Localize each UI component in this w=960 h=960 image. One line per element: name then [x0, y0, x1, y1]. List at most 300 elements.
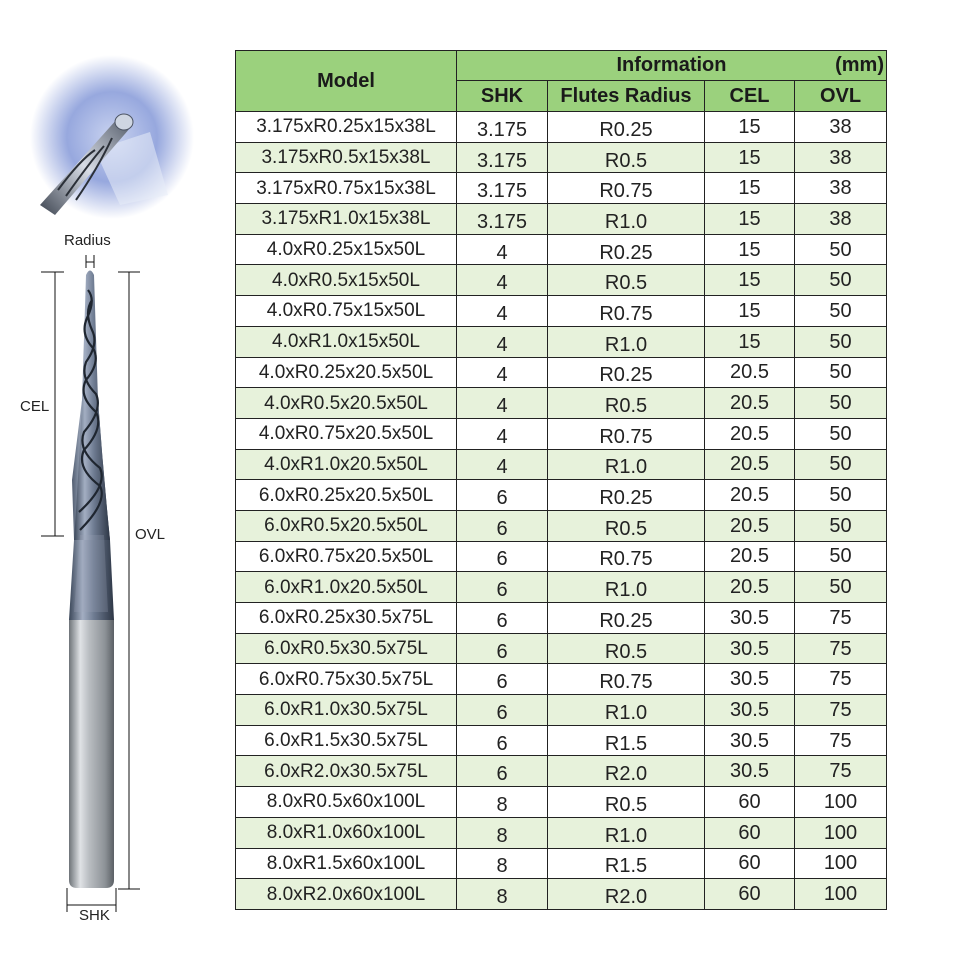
cell-flutes-radius [548, 234, 705, 265]
cell-ovl-text: 50 [829, 484, 852, 507]
cell-cel [705, 388, 795, 419]
cell-shk [457, 848, 548, 879]
cell-shk [457, 449, 548, 480]
table-row [236, 326, 887, 357]
header-information-label: Information [616, 54, 727, 76]
cell-shk-text: 4 [496, 395, 508, 418]
cell-shk [457, 326, 548, 357]
cell-model [236, 572, 457, 603]
cell-flutes-radius [548, 296, 705, 327]
header-shk: SHK [457, 81, 548, 112]
cell-ovl [795, 204, 887, 235]
cell-ovl [795, 142, 887, 173]
cell-ovl [795, 633, 887, 664]
table-row [236, 112, 887, 143]
ovl-label: OVL [135, 526, 166, 543]
cell-ovl [795, 388, 887, 419]
cell-ovl-text: 75 [829, 637, 852, 660]
cell-model-text: 6.0xR0.75x20.5x50L [258, 545, 434, 567]
cell-ovl-text: 50 [829, 269, 852, 292]
cell-flutes-radius [548, 112, 705, 143]
cell-cel [705, 234, 795, 265]
cell-ovl [795, 787, 887, 818]
cell-ovl-text: 50 [829, 392, 852, 415]
cell-model [236, 204, 457, 235]
cell-flutes-radius [548, 388, 705, 419]
cell-ovl [795, 296, 887, 327]
cell-shk-text: 4 [496, 425, 508, 448]
cell-cel-text: 60 [738, 790, 761, 813]
header-information [457, 51, 887, 81]
table-row [236, 204, 887, 235]
cell-flutes-radius-text: R0.25 [599, 118, 653, 141]
cel-label: CEL [20, 398, 50, 415]
cell-flutes-radius-text: R0.5 [604, 395, 648, 418]
cell-shk-text: 4 [496, 333, 508, 356]
cell-flutes-radius [548, 603, 705, 634]
cell-model [236, 326, 457, 357]
cell-model-text: 8.0xR1.5x60x100L [266, 852, 426, 874]
cell-cel [705, 265, 795, 296]
cell-model [236, 112, 457, 143]
table-row [236, 296, 887, 327]
cell-model [236, 296, 457, 327]
cell-shk-text: 6 [496, 609, 508, 632]
cell-model [236, 142, 457, 173]
cell-cel [705, 572, 795, 603]
cell-cel-text: 20.5 [730, 422, 769, 445]
cell-flutes-radius [548, 787, 705, 818]
cell-shk [457, 265, 548, 296]
cell-flutes-radius [548, 725, 705, 756]
cell-cel [705, 510, 795, 541]
cell-cel [705, 449, 795, 480]
cell-cel-text: 30.5 [730, 668, 769, 691]
table-row [236, 449, 887, 480]
cell-model [236, 603, 457, 634]
table-row [236, 725, 887, 756]
cell-shk-text: 4 [496, 456, 508, 479]
cell-ovl-text: 38 [829, 115, 852, 138]
cell-ovl-text: 38 [829, 177, 852, 200]
cell-ovl-text: 100 [823, 883, 858, 906]
cell-flutes-radius [548, 173, 705, 204]
cell-ovl-text: 50 [829, 576, 852, 599]
cell-flutes-radius [548, 204, 705, 235]
ovl-dimension [118, 272, 140, 889]
cell-model-text: 4.0xR0.75x20.5x50L [258, 423, 434, 445]
cell-ovl-text: 75 [829, 668, 852, 691]
cell-shk-text: 8 [496, 793, 508, 816]
cell-shk [457, 418, 548, 449]
cell-model-text: 4.0xR0.5x20.5x50L [264, 392, 428, 414]
table-row [236, 480, 887, 511]
cell-flutes-radius-text: R0.75 [599, 302, 653, 325]
cell-shk [457, 817, 548, 848]
cell-shk [457, 142, 548, 173]
cell-ovl-text: 50 [829, 361, 852, 384]
cell-model-text: 6.0xR0.75x30.5x75L [258, 668, 434, 690]
cell-flutes-radius [548, 756, 705, 787]
cell-model-text: 6.0xR0.25x20.5x50L [258, 484, 434, 506]
cell-flutes-radius-text: R1.5 [604, 855, 648, 878]
table-row [236, 879, 887, 910]
cell-model-text: 8.0xR0.5x60x100L [266, 791, 426, 813]
cell-model-text: 6.0xR1.5x30.5x75L [264, 730, 428, 752]
cell-shk-text: 3.175 [476, 210, 528, 233]
cell-model-text: 4.0xR0.5x15x50L [272, 269, 420, 291]
cell-shk [457, 388, 548, 419]
cell-ovl [795, 510, 887, 541]
cell-model-text: 3.175xR0.5x15x38L [261, 147, 431, 169]
cell-flutes-radius [548, 633, 705, 664]
cell-model-text: 4.0xR0.75x15x50L [266, 300, 426, 322]
cell-model-text: 6.0xR0.5x30.5x75L [264, 638, 428, 660]
cell-model-text: 8.0xR2.0x60x100L [266, 883, 426, 905]
cell-flutes-radius [548, 480, 705, 511]
cell-shk [457, 664, 548, 695]
cell-model [236, 449, 457, 480]
table-row [236, 664, 887, 695]
cell-cel-text: 30.5 [730, 637, 769, 660]
cell-flutes-radius [548, 817, 705, 848]
cell-cel-text: 15 [738, 146, 761, 169]
cell-cel-text: 15 [738, 177, 761, 200]
cell-shk-text: 6 [496, 732, 508, 755]
cell-cel-text: 30.5 [730, 698, 769, 721]
cell-cel-text: 60 [738, 852, 761, 875]
spec-table [235, 50, 887, 910]
cell-cel [705, 725, 795, 756]
table-row [236, 510, 887, 541]
cell-ovl [795, 418, 887, 449]
cell-cel-text: 20.5 [730, 392, 769, 415]
cell-model [236, 234, 457, 265]
cell-model [236, 418, 457, 449]
cell-flutes-radius [548, 449, 705, 480]
cell-flutes-radius [548, 326, 705, 357]
cell-cel-text: 15 [738, 115, 761, 138]
cell-cel-text: 60 [738, 883, 761, 906]
spec-table-body [236, 112, 887, 910]
cell-flutes-radius [548, 879, 705, 910]
cell-model-text: 8.0xR1.0x60x100L [266, 822, 426, 844]
cell-ovl-text: 100 [823, 821, 858, 844]
cell-cel [705, 204, 795, 235]
cell-shk-text: 6 [496, 487, 508, 510]
header-unit: (mm) [835, 54, 884, 76]
cell-model-text: 3.175xR1.0x15x38L [261, 208, 431, 230]
cell-cel [705, 848, 795, 879]
cell-model-text: 3.175xR0.75x15x38L [256, 177, 436, 199]
cell-cel-text: 20.5 [730, 453, 769, 476]
cell-shk-text: 4 [496, 272, 508, 295]
table-row [236, 388, 887, 419]
cell-flutes-radius [548, 541, 705, 572]
cell-shk-text: 8 [496, 886, 508, 909]
cell-ovl-text: 75 [829, 729, 852, 752]
table-row [236, 234, 887, 265]
cell-ovl [795, 695, 887, 726]
cell-flutes-radius-text: R0.5 [604, 149, 648, 172]
cell-shk-text: 3.175 [476, 180, 528, 203]
table-row [236, 541, 887, 572]
cell-shk-text: 4 [496, 302, 508, 325]
shank [69, 620, 114, 888]
cell-ovl-text: 100 [823, 852, 858, 875]
cell-ovl [795, 756, 887, 787]
cell-ovl [795, 603, 887, 634]
cell-flutes-radius-text: R0.25 [599, 241, 653, 264]
cell-ovl [795, 480, 887, 511]
cell-cel-text: 30.5 [730, 760, 769, 783]
radius-marker [86, 255, 94, 268]
cell-shk [457, 787, 548, 818]
cell-ovl [795, 112, 887, 143]
cell-model [236, 265, 457, 296]
cell-shk [457, 510, 548, 541]
cell-ovl [795, 234, 887, 265]
cell-ovl [795, 572, 887, 603]
table-row [236, 357, 887, 388]
tip-detail-circle [30, 55, 194, 219]
cell-model [236, 787, 457, 818]
radius-label: Radius [64, 232, 111, 249]
cell-model-text: 4.0xR0.25x15x50L [266, 239, 426, 261]
cell-cel [705, 695, 795, 726]
cell-shk [457, 234, 548, 265]
tool-illustration [0, 0, 232, 960]
cell-shk [457, 112, 548, 143]
cell-shk-text: 6 [496, 548, 508, 571]
cell-shk [457, 541, 548, 572]
cell-shk-text: 4 [496, 241, 508, 264]
cell-model [236, 695, 457, 726]
cell-flutes-radius-text: R1.0 [604, 824, 648, 847]
cell-shk [457, 204, 548, 235]
cell-flutes-radius [548, 572, 705, 603]
cell-shk-text: 6 [496, 671, 508, 694]
cell-cel [705, 418, 795, 449]
table-row [236, 848, 887, 879]
table-row [236, 756, 887, 787]
cell-flutes-radius-text: R1.5 [604, 732, 648, 755]
cell-flutes-radius-text: R1.0 [604, 210, 648, 233]
cell-cel-text: 60 [738, 821, 761, 844]
cell-shk [457, 296, 548, 327]
cell-ovl-text: 38 [829, 146, 852, 169]
cell-flutes-radius-text: R1.0 [604, 579, 648, 602]
cell-ovl [795, 265, 887, 296]
cell-flutes-radius-text: R2.0 [604, 886, 648, 909]
cell-model-text: 3.175xR0.25x15x38L [256, 116, 436, 138]
table-row [236, 695, 887, 726]
cell-model-text: 6.0xR0.5x20.5x50L [264, 515, 428, 537]
cell-shk-text: 6 [496, 701, 508, 724]
cell-ovl-text: 50 [829, 330, 852, 353]
cell-shk-text: 3.175 [476, 118, 528, 141]
cell-cel [705, 664, 795, 695]
cell-cel-text: 15 [738, 269, 761, 292]
cell-cel-text: 30.5 [730, 729, 769, 752]
cell-shk [457, 879, 548, 910]
cell-ovl [795, 541, 887, 572]
cell-ovl [795, 173, 887, 204]
cell-cel [705, 296, 795, 327]
cell-cel-text: 15 [738, 207, 761, 230]
cell-ovl-text: 50 [829, 453, 852, 476]
cell-model [236, 357, 457, 388]
table-row [236, 418, 887, 449]
cell-shk-text: 4 [496, 364, 508, 387]
header-flutes-radius: Flutes Radius [548, 81, 705, 112]
cell-flutes-radius-text: R0.75 [599, 548, 653, 571]
cell-cel-text: 15 [738, 299, 761, 322]
cell-flutes-radius [548, 142, 705, 173]
cell-ovl [795, 817, 887, 848]
cell-shk-text: 6 [496, 517, 508, 540]
end-mill-drawing [0, 0, 232, 960]
cell-model [236, 664, 457, 695]
cell-ovl-text: 50 [829, 238, 852, 261]
cell-shk-text: 8 [496, 855, 508, 878]
cell-cel-text: 30.5 [730, 606, 769, 629]
cell-cel-text: 20.5 [730, 545, 769, 568]
cell-ovl-text: 100 [823, 790, 858, 813]
cell-model [236, 633, 457, 664]
table-row [236, 633, 887, 664]
table-row [236, 603, 887, 634]
cell-model-text: 4.0xR0.25x20.5x50L [258, 361, 434, 383]
cell-flutes-radius-text: R1.0 [604, 333, 648, 356]
cell-cel-text: 20.5 [730, 576, 769, 599]
cell-model [236, 879, 457, 910]
cell-model-text: 4.0xR1.0x15x50L [272, 331, 420, 353]
cell-shk [457, 633, 548, 664]
cell-ovl-text: 50 [829, 422, 852, 445]
cell-flutes-radius-text: R0.25 [599, 609, 653, 632]
cell-model-text: 6.0xR1.0x20.5x50L [264, 576, 428, 598]
cell-flutes-radius [548, 664, 705, 695]
cell-ovl-text: 50 [829, 514, 852, 537]
cell-shk [457, 173, 548, 204]
cell-flutes-radius [548, 848, 705, 879]
cell-ovl-text: 50 [829, 299, 852, 322]
cell-ovl [795, 879, 887, 910]
cell-flutes-radius-text: R0.75 [599, 671, 653, 694]
cell-model [236, 173, 457, 204]
cell-shk-text: 8 [496, 824, 508, 847]
cell-flutes-radius [548, 418, 705, 449]
cell-cel-text: 15 [738, 238, 761, 261]
header-model: Model [236, 51, 457, 112]
table-row [236, 142, 887, 173]
cell-model-text: 6.0xR1.0x30.5x75L [264, 699, 428, 721]
cell-flutes-radius-text: R1.0 [604, 701, 648, 724]
cell-cel-text: 15 [738, 330, 761, 353]
cell-cel-text: 20.5 [730, 514, 769, 537]
table-row [236, 572, 887, 603]
cell-shk [457, 725, 548, 756]
cell-ovl [795, 326, 887, 357]
cell-ovl [795, 725, 887, 756]
cell-shk [457, 572, 548, 603]
cell-flutes-radius-text: R0.5 [604, 517, 648, 540]
cell-flutes-radius-text: R0.5 [604, 793, 648, 816]
cell-ovl-text: 75 [829, 760, 852, 783]
header-ovl: OVL [795, 81, 887, 112]
header-cel: CEL [705, 81, 795, 112]
cell-flutes-radius-text: R0.25 [599, 364, 653, 387]
table-row [236, 265, 887, 296]
cell-ovl-text: 75 [829, 698, 852, 721]
cell-cel [705, 112, 795, 143]
cell-cel [705, 787, 795, 818]
cell-ovl [795, 848, 887, 879]
shk-label: SHK [79, 907, 110, 924]
cell-cel [705, 541, 795, 572]
cell-model [236, 817, 457, 848]
cell-ovl [795, 664, 887, 695]
cell-cel [705, 879, 795, 910]
table-row [236, 173, 887, 204]
cell-ovl [795, 357, 887, 388]
cell-flutes-radius-text: R0.75 [599, 180, 653, 203]
cell-cel [705, 603, 795, 634]
cell-model [236, 480, 457, 511]
cell-model-text: 4.0xR1.0x20.5x50L [264, 453, 428, 475]
cell-shk [457, 357, 548, 388]
cell-flutes-radius-text: R1.0 [604, 456, 648, 479]
cell-shk-text: 6 [496, 579, 508, 602]
cell-flutes-radius [548, 357, 705, 388]
cell-cel [705, 142, 795, 173]
cell-model [236, 848, 457, 879]
cell-shk [457, 603, 548, 634]
cell-model [236, 756, 457, 787]
cell-cel [705, 756, 795, 787]
cell-cel [705, 633, 795, 664]
cell-flutes-radius-text: R2.0 [604, 763, 648, 786]
cell-shk-text: 6 [496, 763, 508, 786]
cell-flutes-radius-text: R0.5 [604, 640, 648, 663]
table-row [236, 817, 887, 848]
cell-shk-text: 3.175 [476, 149, 528, 172]
cell-flutes-radius [548, 695, 705, 726]
cell-flutes-radius-text: R0.25 [599, 487, 653, 510]
cell-ovl [795, 449, 887, 480]
cell-ovl-text: 38 [829, 207, 852, 230]
cell-ovl-text: 75 [829, 606, 852, 629]
cell-flutes-radius-text: R0.75 [599, 425, 653, 448]
cell-shk [457, 756, 548, 787]
cell-model [236, 388, 457, 419]
cell-flutes-radius [548, 510, 705, 541]
cell-cel [705, 173, 795, 204]
cell-model [236, 510, 457, 541]
cell-ovl-text: 50 [829, 545, 852, 568]
cell-shk-text: 6 [496, 640, 508, 663]
cell-model [236, 541, 457, 572]
cell-model-text: 6.0xR2.0x30.5x75L [264, 760, 428, 782]
cell-flutes-radius-text: R0.5 [604, 272, 648, 295]
cell-cel [705, 357, 795, 388]
cell-cel [705, 480, 795, 511]
cell-flutes-radius [548, 265, 705, 296]
cell-model-text: 6.0xR0.25x30.5x75L [258, 607, 434, 629]
cell-cel-text: 20.5 [730, 484, 769, 507]
cell-cel [705, 326, 795, 357]
